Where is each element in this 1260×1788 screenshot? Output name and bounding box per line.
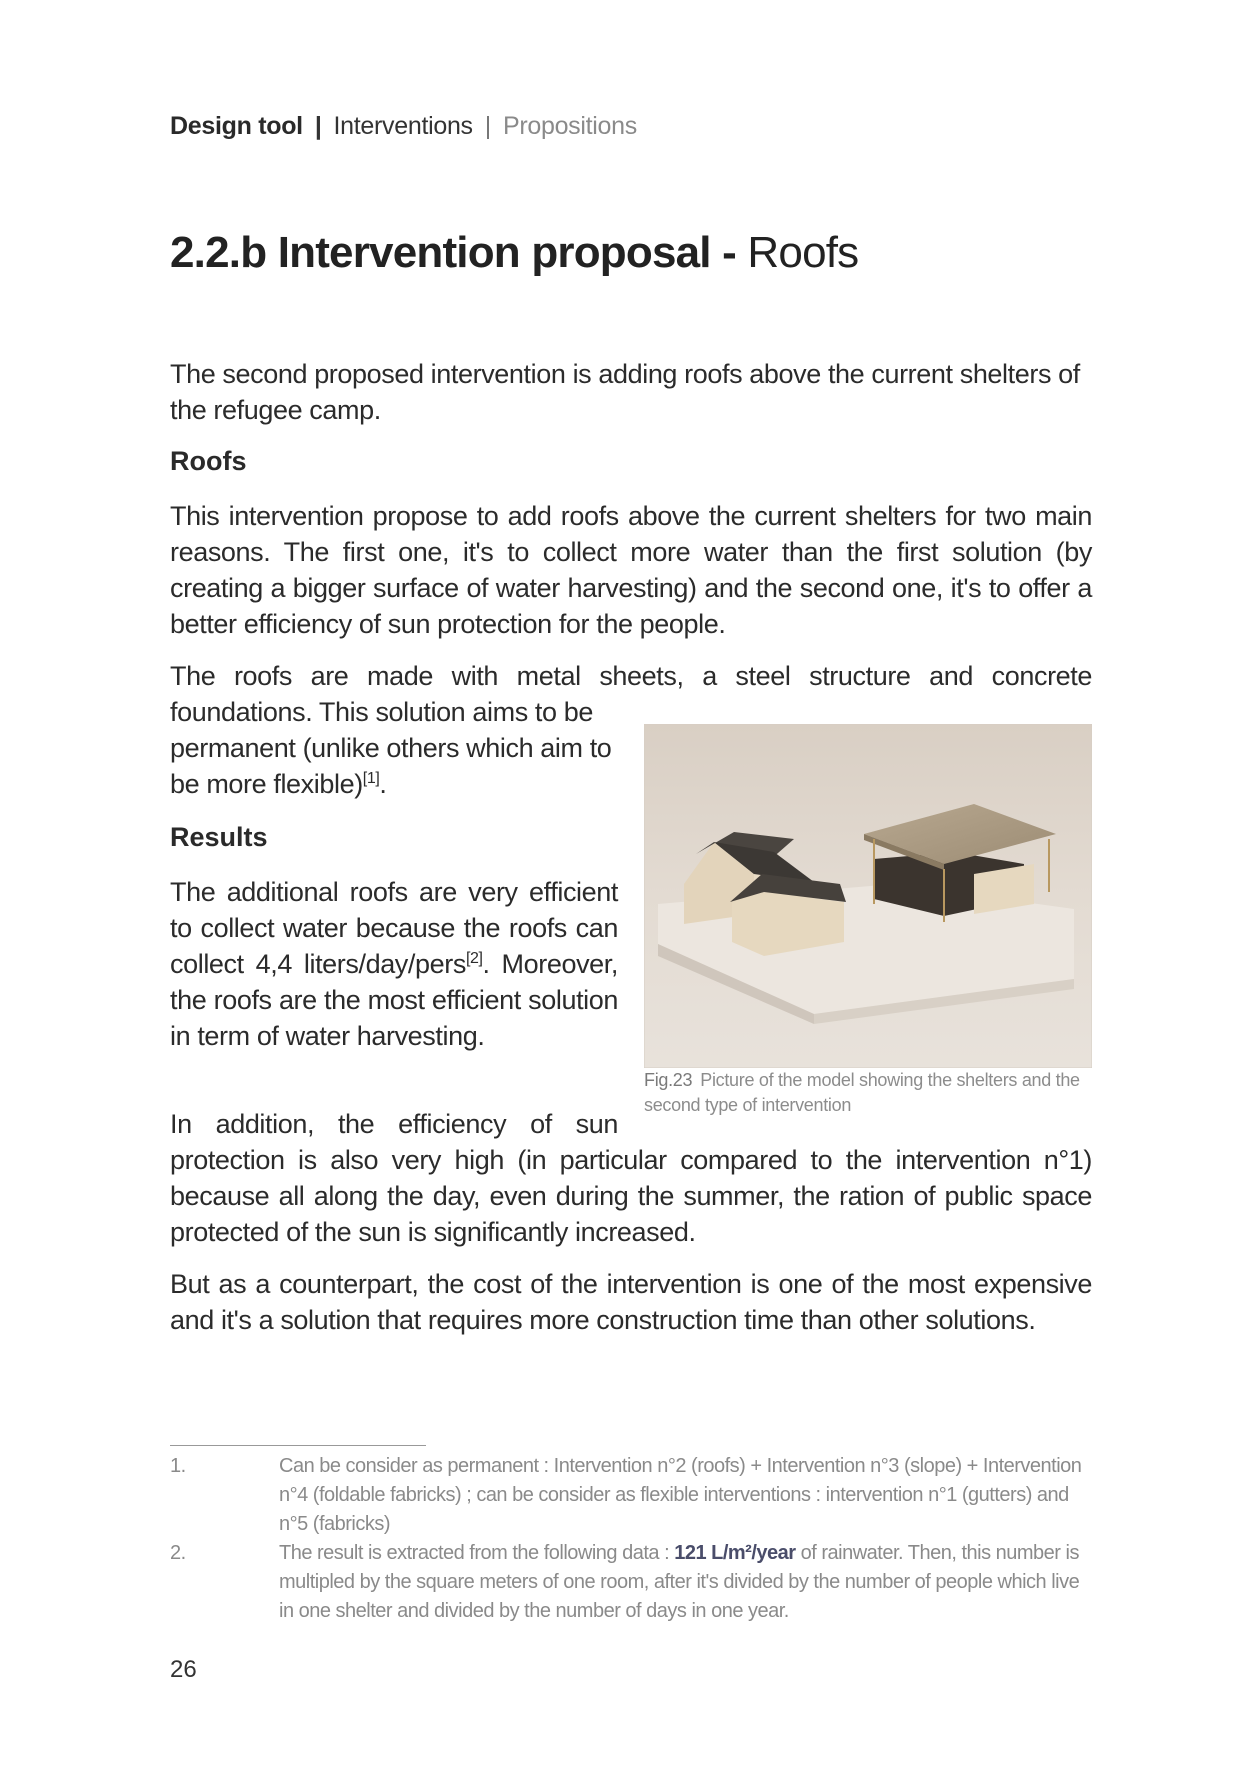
- page-title: [170, 228, 858, 278]
- title-strong: 2.2.b Intervention proposal -: [170, 228, 748, 277]
- results-text-2: . Moreover, the roofs are the most efficient solution in term of water harvesting.: [170, 949, 618, 1051]
- materials-text: foundations. This solution aims to be permanent (unlike others which aim to be more flexible): [170, 697, 612, 799]
- results-text: The additional roofs are very efficient to collect water because the roofs can collect 4,4 liters/day/pers: [170, 877, 618, 979]
- counterpart-paragraph: But as a counterpart, the cost of the intervention is one of the most expensive and it's a solution that requires more construction time than other solutions.: [170, 1269, 1092, 1335]
- materials-end: .: [379, 769, 387, 799]
- model-photo: [644, 724, 1092, 1068]
- footnote-number: 2.: [170, 1542, 186, 1564]
- footnote-1: [170, 1452, 1092, 1539]
- footnote-ref-1[interactable]: [1]: [362, 770, 380, 787]
- results-heading: Results: [170, 822, 268, 852]
- figure-caption: [644, 1068, 1094, 1118]
- roofs-heading: Roofs: [170, 446, 247, 476]
- footnote-text: [279, 1539, 1092, 1626]
- breadcrumb-propositions: Propositions: [502, 112, 637, 140]
- page-number: 26: [170, 1656, 197, 1683]
- materials-paragraph-line1: The roofs are made with metal sheets, a steel structure and concrete: [170, 661, 1092, 691]
- title-light: Roofs: [747, 228, 859, 277]
- roofs-paragraph: This intervention propose to add roofs above the current shelters for two main reasons. The first one, it's to collect more water than the first solution (by creating a bigger surface of water harvesting) and the second one, it's to offer a better efficiency of sun protection for the people.: [170, 501, 1092, 639]
- figure-caption-text: Picture of the model showing the shelters and the second type of intervention: [644, 1070, 1080, 1115]
- footnote-text: Can be consider as permanent : Intervention n°2 (roofs) + Intervention n°3 (slope) + Intervention n°4 (foldable fabricks) ; can be consider as flexible interventions : intervention n°1 (gutters) and n°5 (fabricks): [279, 1455, 1082, 1535]
- results-paragraph: [170, 874, 618, 1054]
- sun-paragraph-line1: In addition, the efficiency of sun: [170, 1109, 618, 1139]
- footnote-text-before: The result is extracted from the following data :: [279, 1542, 675, 1564]
- figure-label: Fig.23: [644, 1070, 693, 1090]
- breadcrumb-separator: |: [484, 112, 491, 140]
- sun-paragraph-rest: protection is also very high (in particular compared to the intervention n°1) because all along the day, even during the summer, the ration of public space protected of the sun is significantly increased.: [170, 1145, 1092, 1247]
- intro-paragraph: The second proposed intervention is adding roofs above the current shelters of the refugee camp.: [170, 359, 1080, 425]
- footnote-number: 1.: [170, 1455, 186, 1477]
- footnote-2: [170, 1539, 1092, 1626]
- materials-paragraph-rest: [170, 694, 618, 802]
- breadcrumb-interventions: Interventions: [333, 112, 473, 140]
- breadcrumb-separator: |: [314, 112, 322, 140]
- footnote-highlight-value: 121 L/m²/year: [674, 1542, 796, 1564]
- breadcrumb-current: Design tool: [170, 112, 303, 140]
- footnote-text-after: of rainwater. Then, this number is multipled by the square meters of one room, after it's divided by the number of people which live in one shelter and divided by the number of days in one year.: [279, 1542, 1080, 1622]
- footnote-ref-2[interactable]: [2]: [465, 950, 483, 967]
- footnote-divider: [170, 1445, 426, 1446]
- breadcrumb: [170, 112, 637, 141]
